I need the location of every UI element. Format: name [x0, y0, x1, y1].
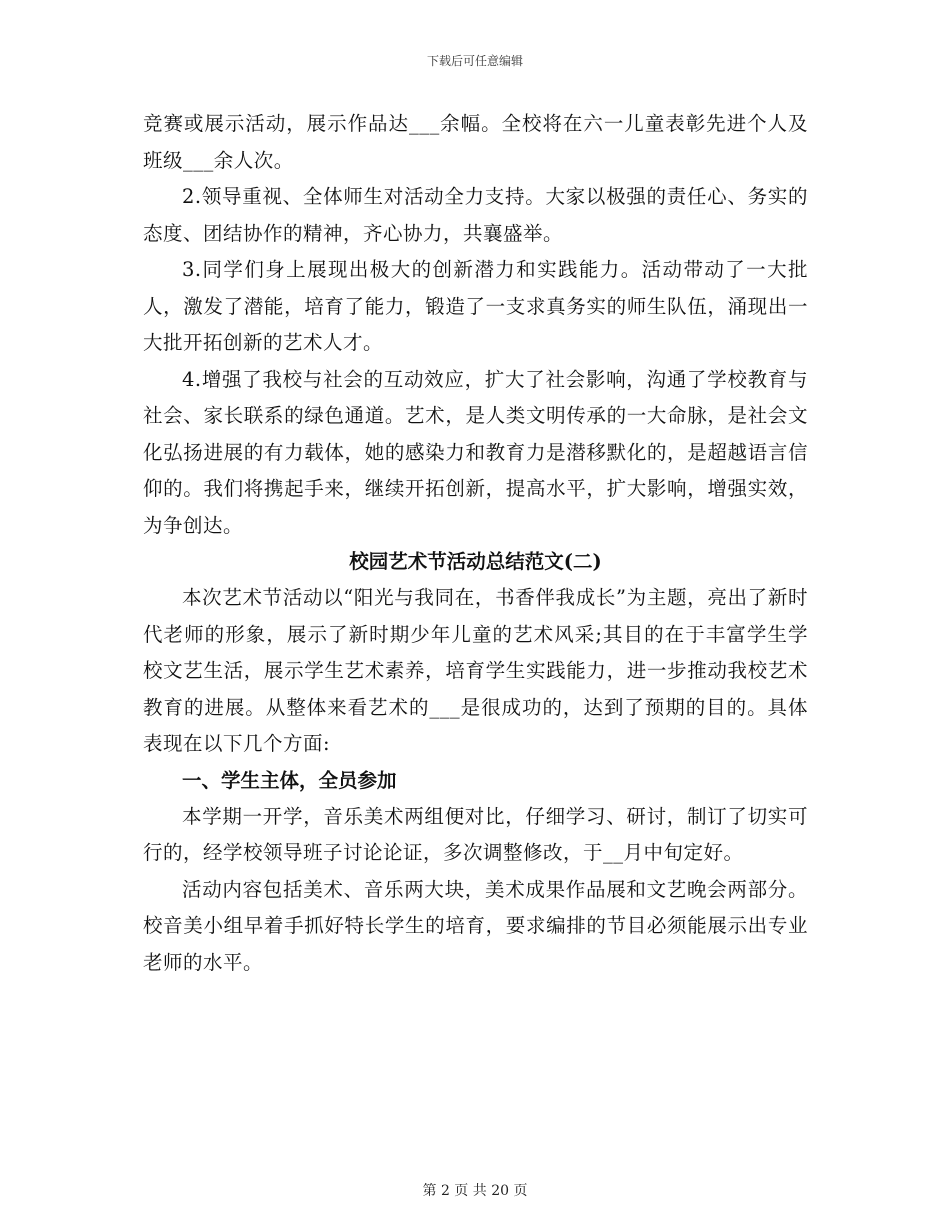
- paragraph-intro: 本次艺术节活动以“阳光与我同在，书香伴我成长”为主题，亮出了新时代老师的形象，展示了新时期少年儿童的艺术风采;其目的在于丰富学生学校文艺生活，展示学生艺术素养，培育学生实践能力，进一步推动我校艺术教育的进展。从整体来看艺术的___是很成功的，达到了预期的目的。具体表现在以下几个方面:: [143, 586, 808, 755]
- paragraph-point-2: 2.领导重视、全体师生对活动全力支持。大家以极强的责任心、务实的态度、团结协作的精神，齐心协力，共襄盛举。: [143, 185, 808, 245]
- paragraph-content: 活动内容包括美术、音乐两大块，美术成果作品展和文艺晚会两部分。校音美小组早着手抓好特长学生的培育，要求编排的节目必须能展示出专业老师的水平。: [143, 877, 808, 974]
- paragraph-planning: 本学期一开学，音乐美术两组便对比，仔细学习、研讨，制订了切实可行的，经学校领导班子讨论论证，多次调整修改，于__月中旬定好。: [143, 804, 808, 864]
- section-title: 校园艺术节活动总结范文(二): [349, 550, 602, 573]
- document-body: [143, 106, 808, 981]
- paragraph-point-4: 4.增强了我校与社会的互动效应，扩大了社会影响，沟通了学校教育与社会、家长联系的绿色通道。艺术，是人类文明传承的一大命脉，是社会文化弘扬进展的有力载体，她的感染力和教育力是潜移默化的，是超越语言信仰的。我们将携起手来，继续开拓创新，提高水平，扩大影响，增强实效，为争创达。: [143, 367, 808, 537]
- page-footer: 第 2 页 共 20 页: [422, 1183, 528, 1199]
- heading-student-subject: 一、学生主体，全员参加: [182, 768, 397, 792]
- paragraph-point-3: 3.同学们身上展现出极大的创新潜力和实践能力。活动带动了一大批人，激发了潜能，培育了能力，锻造了一支求真务实的师生队伍，涌现出一大批开拓创新的艺术人才。: [143, 258, 808, 354]
- paragraph-continued: 竞赛或展示活动，展示作品达___余幅。全校将在六一儿童表彰先进个人及班级___余人次。: [143, 112, 808, 172]
- page-header: 下载后可任意编辑: [426, 54, 523, 68]
